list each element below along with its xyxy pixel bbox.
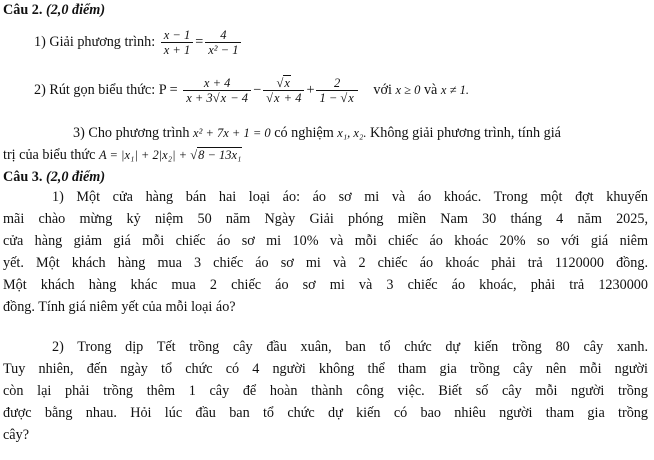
q3-para1-line: mãi chào mừng kỷ niệm 50 năm Ngày Giải phóng miền Nam 30 tháng 4 năm 2025, xyxy=(3,211,648,227)
q2-heading-line xyxy=(3,1,105,19)
fraction-numerator: x − 1 xyxy=(161,28,193,43)
q3-para2-line: Tuy nhiên, đến ngày tổ chức có 4 người không thể tham gia trồng cây nên mỗi người xyxy=(3,361,648,377)
condition-and: và xyxy=(423,82,438,98)
expression-part: A = |x₁| + 2|x₂| + xyxy=(98,148,191,162)
q2-item3-roots: x₁, x₂. xyxy=(337,126,367,140)
den-part: 1 − xyxy=(319,91,341,106)
q2-item3-text-c: Không giải phương trình, tính giá xyxy=(370,125,561,141)
fraction-denominator: 1 − √x xyxy=(319,91,354,106)
plus-sign: + xyxy=(306,82,315,98)
fraction-denominator: x + 3√x − 4 xyxy=(186,91,249,106)
fraction-denominator: x² − 1 xyxy=(208,43,239,58)
q2-item1-fraction-1 xyxy=(161,28,193,57)
q2-points: (2,0 điểm) xyxy=(45,2,106,18)
condition-1: x ≥ 0 xyxy=(395,83,421,97)
radicand: x xyxy=(284,76,290,91)
fraction-numerator: 2 xyxy=(316,76,357,91)
q2-item2-fraction-2 xyxy=(263,76,304,105)
q3-para1-line: yết. Một khách hàng mua 3 chiếc áo sơ mi và 2 chiếc áo khoác phải trả 1120000 đồng. xyxy=(3,255,648,271)
radicand: 8 − 13x₁ xyxy=(198,148,242,162)
q3-para1-line: cửa hàng giảm giá mỗi chiếc áo sơ mi 10% và mỗi chiếc áo khoác 20% so với giá niêm xyxy=(3,233,648,249)
radicand: x xyxy=(348,91,354,106)
q2-item3-equation: x² + 7x + 1 = 0 xyxy=(193,126,271,140)
fraction-numerator: 4 xyxy=(205,28,241,43)
q2-item2 xyxy=(34,70,469,110)
q3-heading: Câu 3. xyxy=(3,169,43,185)
q2-item1-label: 1) Giải phương trình: xyxy=(34,34,156,50)
den-part: + 4 xyxy=(280,91,302,106)
q3-para2-line: còn lại phải trồng thêm 1 cây để hoàn thành công việc. Biết số cây mỗi người trồng xyxy=(3,383,648,399)
q3-heading-line xyxy=(3,168,105,186)
q2-item2-fraction-1 xyxy=(183,76,251,105)
q2-item3-expression: A = |x₁| + 2|x₂| + √8 − 13x₁ xyxy=(98,148,242,162)
minus-sign: − xyxy=(253,82,262,98)
equals-sign: = xyxy=(195,34,204,50)
fraction-denominator: √x + 4 xyxy=(266,91,302,106)
radicand: x xyxy=(220,91,227,106)
q2-item2-fraction-3 xyxy=(316,76,357,105)
q3-para2-line: 2) Trong dịp Tết trồng cây đầu xuân, ban tổ chức dự kiến trồng 80 cây xanh. xyxy=(52,339,648,355)
q2-item3-line2 xyxy=(3,146,242,164)
condition-2: x ≠ 1. xyxy=(440,83,469,97)
q2-item1-fraction-2 xyxy=(205,28,241,57)
q3-para1-line: đồng. Tính giá niêm yết của mỗi loại áo? xyxy=(3,299,236,315)
den-part: − 4 xyxy=(227,91,249,106)
q2-item2-label: 2) Rút gọn biểu thức: xyxy=(34,82,156,98)
condition-prefix: với xyxy=(373,82,392,98)
q2-item3-line2-text: trị của biểu thức xyxy=(3,147,96,163)
q3-para2-line: cây? xyxy=(3,427,29,443)
fraction-numerator: x + 4 xyxy=(183,76,251,91)
radicand: x xyxy=(273,91,280,106)
q2-item3-text-b: có nghiệm xyxy=(274,125,334,141)
den-part: x + 3 xyxy=(186,91,213,106)
q2-item3-line1 xyxy=(73,124,561,142)
q3-para2-line: được bằng nhau. Hỏi lúc đầu ban tổ chức dự kiến có bao nhiêu người tham gia trồng xyxy=(3,405,648,421)
q2-heading: Câu 2. xyxy=(3,2,43,18)
q3-para1-line: Một khách hàng khác mua 2 chiếc áo sơ mi và 3 chiếc áo khoác, phải trả 1230000 xyxy=(3,277,648,293)
q2-item1 xyxy=(34,22,243,62)
q2-item3-text-a: 3) Cho phương trình xyxy=(73,125,190,141)
fraction-numerator: √x xyxy=(263,76,304,91)
p-symbol: P = xyxy=(158,82,178,98)
q3-para1-line: 1) Một cửa hàng bán hai loại áo: áo sơ mi và áo khoác. Trong một đợt khuyến xyxy=(52,189,648,205)
fraction-denominator: x + 1 xyxy=(163,43,191,58)
q3-points: (2,0 điểm) xyxy=(45,169,106,185)
